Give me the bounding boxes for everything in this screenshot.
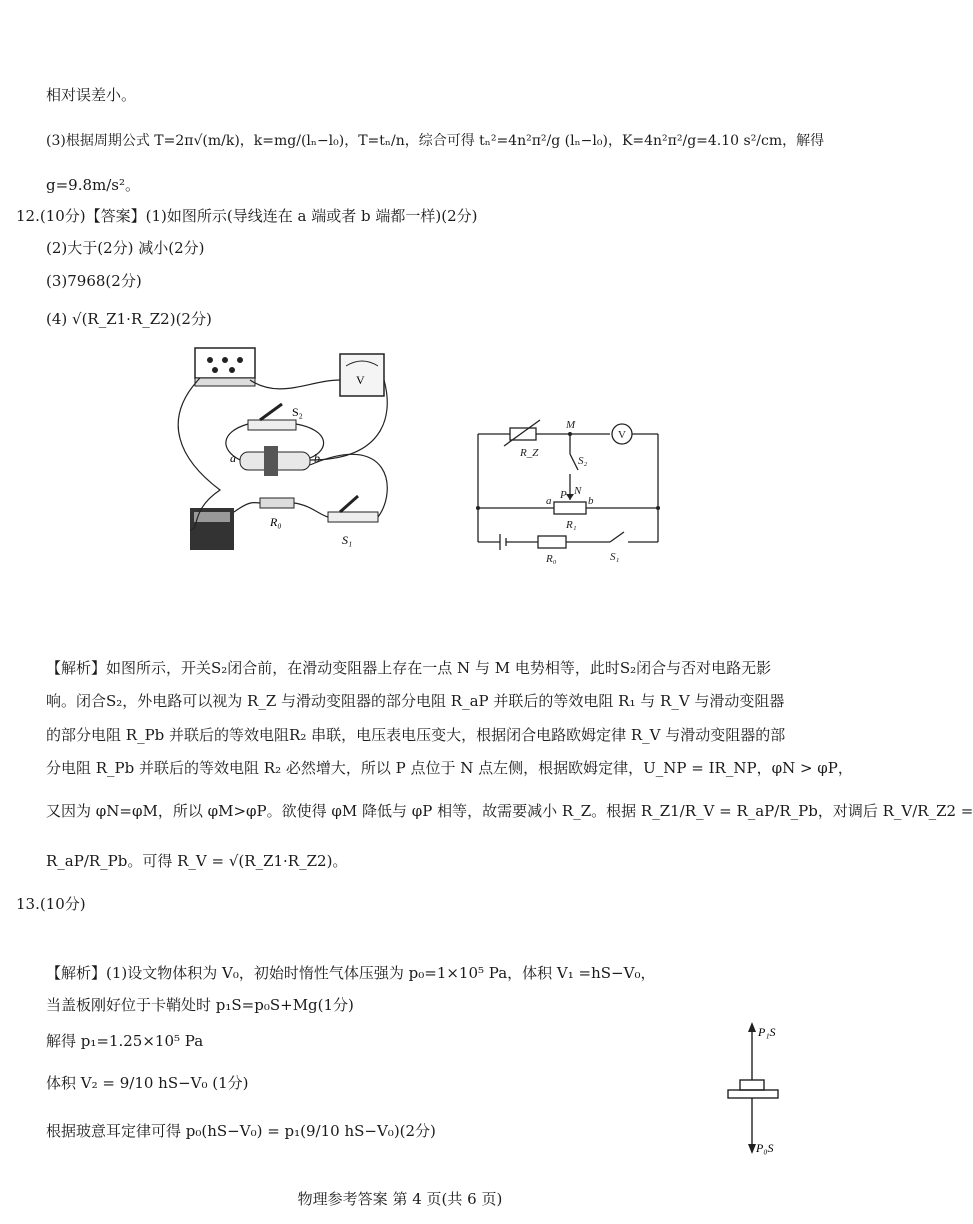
analysis-line: 响。闭合S₂，外电路可以视为 R_Z 与滑动变阻器的部分电阻 R_aP 并联后的等效电阻 R₁ 与 R_V 与滑动变阻器 [46,692,785,710]
analysis-line: 当盖板刚好位于卡鞘处时 p₁S=p₀S+Mg(1分) [46,996,354,1014]
force-top-label: P₁S [758,1025,776,1039]
svg-text:S₂: S₂ [292,405,303,419]
text-line: g=9.8m/s²。 [46,176,141,194]
force-bottom-label: P₀S [756,1141,774,1155]
circuit-schematic [470,414,670,574]
svg-text:N: N [574,485,582,497]
svg-text:b: b [314,451,320,465]
svg-text:R₁: R₁ [566,519,577,531]
svg-text:R_Z: R_Z [520,447,539,459]
battery-box [195,348,255,386]
analysis-line: 的部分电阻 R_Pb 并联后的等效电阻R₂ 串联，电压表电压变大，根据闭合电路欧姆定律 R_V 与滑动变阻器的部 [46,726,786,744]
resistor-r0 [260,498,294,529]
question-13-heading: 13.(10分) [16,895,86,913]
battery-cells [190,508,234,550]
svg-text:V: V [618,429,626,441]
svg-text:a: a [230,451,236,465]
page-footer: 物理参考答案 第 4 页(共 6 页) [297,1190,503,1208]
question-12-answer: 12.(10分)【答案】(1)如图所示(导线连在 a 端或者 b 端都一样)(2分) [16,207,478,225]
analysis-line: 分电阻 R_Pb 并联后的等效电阻 R₂ 必然增大，所以 P 点位于 N 点左侧，根据欧姆定律，U_NP = IR_NP，φN > φP， [46,759,853,777]
svg-text:R₀: R₀ [270,515,282,529]
svg-text:M: M [566,419,576,431]
analysis-line: 又因为 φN=φM，所以 φM>φP。欲使得 φM 降低与 φP 相等，故需要减小 R_Z。根据 R_Z1/R_V = R_aP/R_Pb，对调后 R_V/R_Z2 = [46,802,973,820]
analysis-line: 解得 p₁=1.25×10⁵ Pa [46,1032,204,1050]
switch-s2 [248,404,303,430]
svg-text:S₁: S₁ [610,551,620,563]
text-line: (3)根据周期公式 T=2π√(m/k)，k=mg/(lₙ−l₀)，T=tₙ/n，综合可得 tₙ²=4n²π²/g (lₙ−l₀)，K=4n²π²/g=4.10 s²/cm，解得 [46,133,825,149]
switch-s1 [328,496,378,547]
text-line: (4) √(R_Z1·R_Z2)(2分) [46,310,212,328]
analysis-line: 【解析】(1)设文物体积为 V₀，初始时惰性气体压强为 p₀=1×10⁵ Pa，体积 V₁ =hS−V₀， [46,964,656,982]
sliding-rheostat [230,446,320,476]
voltmeter-label: V [356,373,365,387]
voltmeter [340,354,384,396]
svg-text:b: b [588,495,594,507]
analysis-line: R_aP/R_Pb。可得 R_V = √(R_Z1·R_Z2)。 [46,852,348,870]
svg-text:a: a [546,495,552,507]
text-line: 相对误差小。 [46,86,137,104]
analysis-line: 根据玻意耳定律可得 p₀(hS−V₀) = p₁(9/10 hS−V₀)(2分) [46,1122,436,1140]
text-line: (3)7968(2分) [46,272,142,290]
svg-text:P: P [560,489,567,501]
text-line: (2)大于(2分) 减小(2分) [46,239,205,257]
force-diagram [720,1020,790,1160]
svg-text:S₁: S₁ [342,533,353,547]
analysis-line: 【解析】如图所示，开关S₂闭合前，在滑动变阻器上存在一点 N 与 M 电势相等，此时S₂闭合与否对电路无影 [46,659,772,677]
circuit-apparatus-figure [160,340,400,560]
svg-text:R₀: R₀ [546,553,557,565]
analysis-line: 体积 V₂ = 9/10 hS−V₀ (1分) [46,1074,249,1092]
svg-text:S₂: S₂ [578,455,588,467]
